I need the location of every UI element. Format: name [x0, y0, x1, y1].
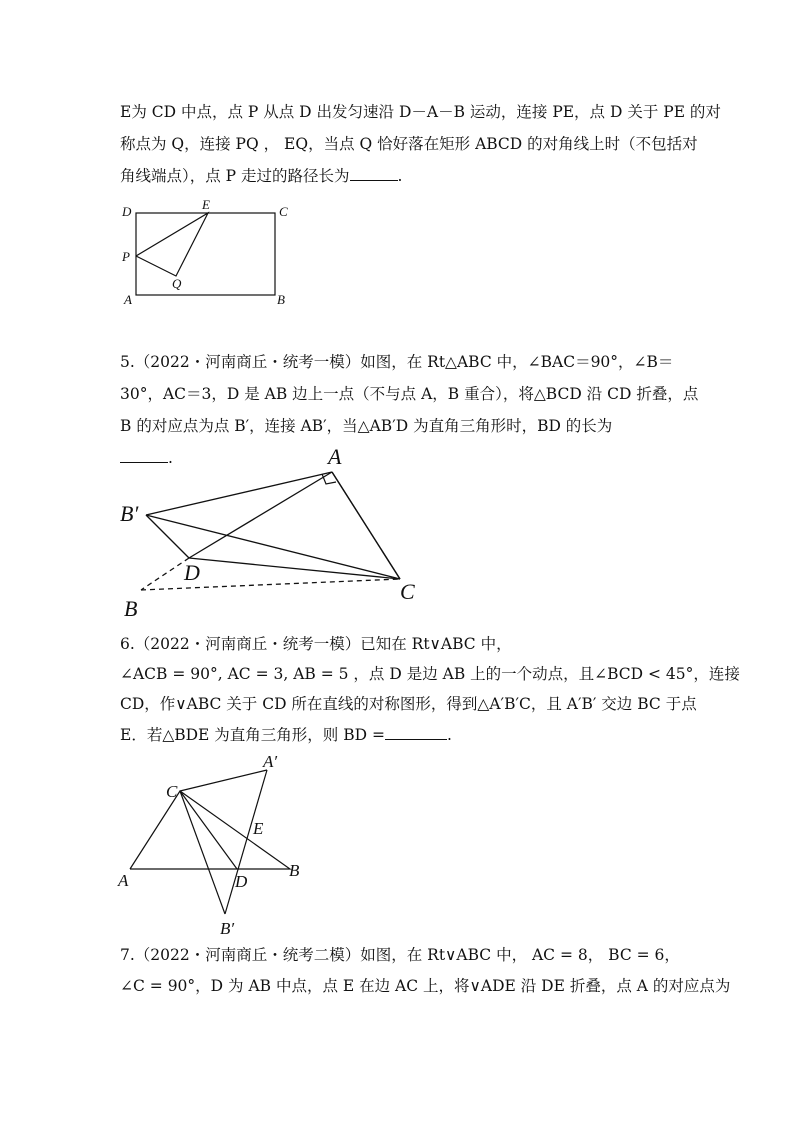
label-B-prime: B′: [120, 501, 139, 526]
label-B: B: [124, 596, 138, 621]
p6-line-4: [120, 725, 452, 745]
label-C: C: [279, 204, 288, 219]
label-A: A: [124, 292, 132, 307]
label-Q: Q: [172, 276, 182, 291]
figure-reflection: [110, 752, 320, 942]
label-D: D: [184, 560, 200, 585]
p4-line-2: 称点为 Q，连接 PQ ， EQ，当点 Q 恰好落在矩形 ABCD 的对角线上时（不包括对: [120, 135, 698, 153]
p5-line-2: 30°，AC＝3，D 是 AB 边上一点（不与点 A，B 重合），将△BCD 沿 CD 折叠，点: [120, 385, 699, 403]
label-C: C: [400, 579, 415, 604]
p6-line-2: ∠ACB = 90°, AC = 3, AB = 5 ，点 D 是边 AB 上的一个动点，且∠BCD < 45°，连接: [120, 665, 740, 683]
label-P: P: [122, 249, 130, 264]
figure-rectangle-abcd: [110, 198, 300, 310]
label-B: B: [289, 861, 300, 880]
triangle-peq: [136, 213, 208, 276]
rectangle-abcd: [136, 213, 275, 295]
p5-line-1: 5.（2022・河南商丘・统考一模）如图，在 Rt△ABC 中，∠BAC＝90°，∠B＝: [120, 353, 674, 371]
label-A: A: [328, 444, 342, 469]
p5-line-4-end: .: [168, 449, 173, 467]
p4-line-3: [120, 166, 402, 186]
label-B-prime: B′: [220, 919, 235, 938]
label-E: E: [253, 819, 264, 838]
p7-line-1: 7.（2022・河南商丘・统考二模）如图，在 Rt∨ABC 中， AC = 8， BC = 6，: [120, 946, 680, 964]
label-D: D: [235, 872, 248, 891]
p6-line-4-end: .: [446, 726, 452, 744]
p7-line-2: ∠C = 90°，D 为 AB 中点，点 E 在边 AC 上，将∨ADE 沿 DE 折叠，点 A 的对应点为: [120, 977, 731, 995]
p6-line-3: CD，作∨ABC 关于 CD 所在直线的对称图形，得到△A′B′C，且 A′B′ 交边 BC 于点: [120, 695, 697, 713]
p6-line-1: 6.（2022・河南商丘・统考一模）已知在 Rt∨ABC 中，: [120, 635, 512, 653]
label-C: C: [166, 782, 178, 801]
figure-triangle-fold: [110, 444, 430, 630]
p5-line-4: [120, 448, 173, 468]
label-B: B: [277, 292, 285, 307]
p6-line-4-text: E．若△BDE 为直角三角形，则 BD =: [120, 726, 385, 744]
label-A-prime: A′: [263, 752, 278, 771]
p4-line-1: E为 CD 中点，点 P 从点 D 出发匀速沿 D－A－B 运动，连接 PE，点 D 关于 PE 的对: [120, 103, 721, 121]
p4-line-3-end: .: [397, 167, 403, 185]
label-E: E: [202, 197, 210, 212]
label-D: D: [122, 204, 132, 219]
answer-blank: [120, 448, 168, 463]
answer-blank: [385, 725, 447, 740]
answer-blank: [350, 166, 398, 181]
p5-line-3: B 的对应点为点 B′，连接 AB′，当△AB′D 为直角三角形时，BD 的长为: [120, 417, 613, 435]
label-A: A: [118, 871, 129, 890]
p4-line-3-text: 角线端点），点 P 走过的路径长为: [120, 167, 350, 185]
